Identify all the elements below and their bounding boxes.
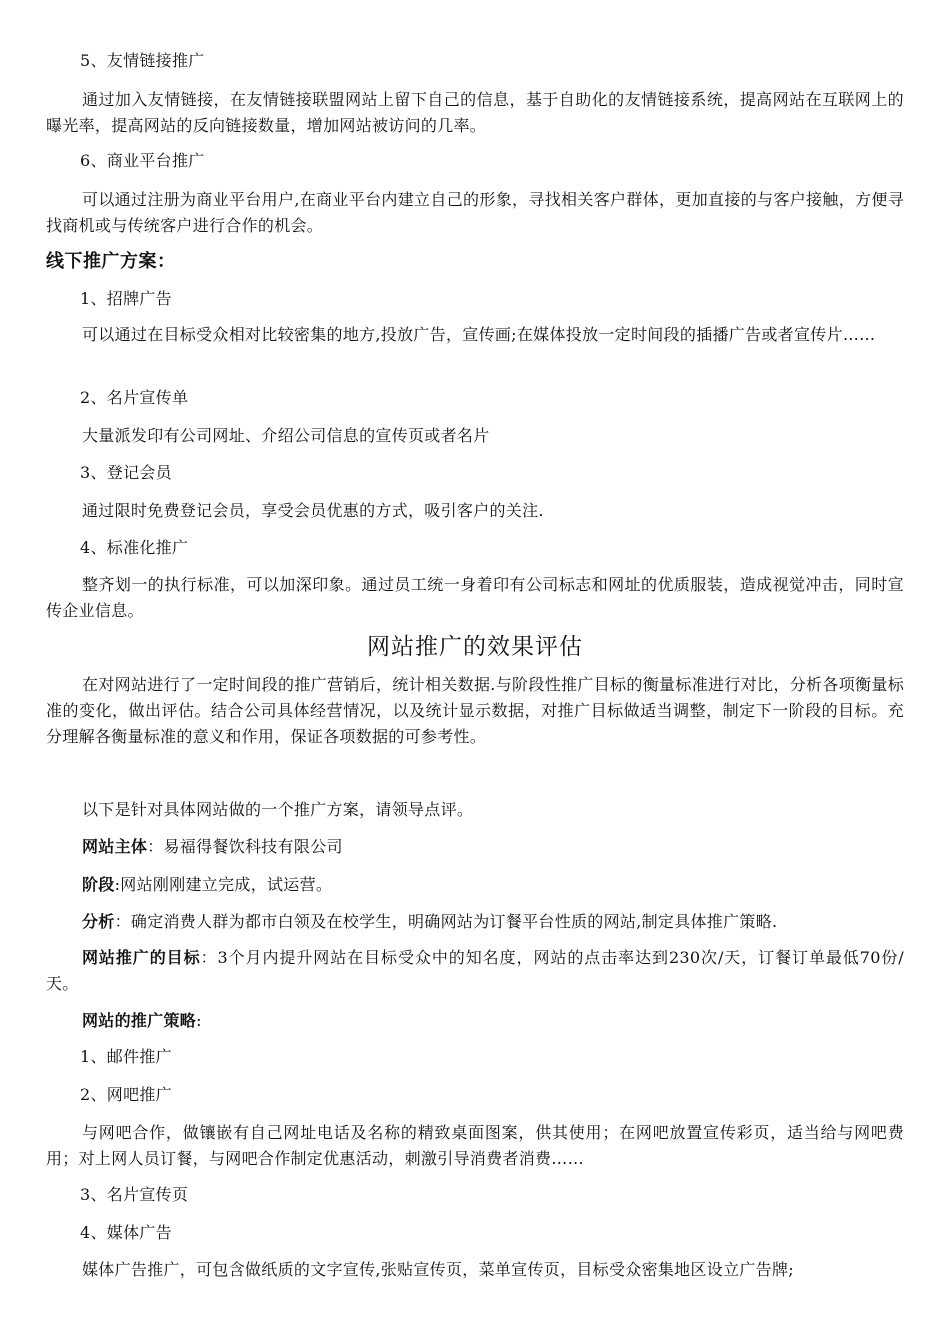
- strategy-1-title: 1、邮件推广: [80, 1047, 172, 1066]
- plan-stage-label: 阶段: [82, 875, 115, 894]
- plan-intro: 以下是针对具体网站做的一个推广方案，请领导点评。: [82, 800, 474, 819]
- plan-subject-label: 网站主体: [82, 837, 148, 856]
- plan-stage-value: :网站刚刚建立完成，试运营。: [114, 875, 333, 894]
- plan-strategy-heading: [82, 1010, 202, 1032]
- offline-2-body: 大量派发印有公司网址、介绍公司信息的宣传页或者名片: [82, 426, 490, 445]
- item-6-title: 6、商业平台推广: [80, 151, 205, 170]
- plan-analysis-label: 分析: [82, 912, 115, 931]
- item-6-body: 可以通过注册为商业平台用户,在商业平台内建立自己的形象，寻找相关客户群体，更加直接的与客户接触，方便寻找商机或与传统客户进行合作的机会。: [46, 190, 904, 235]
- evaluation-title: 网站推广的效果评估: [367, 634, 583, 660]
- plan-strategy-colon: :: [196, 1011, 202, 1030]
- plan-goal-value: ：3个月内提升网站在目标受众中的知名度，网站的点击率达到230次/天，订餐订单最低70份/天。: [46, 948, 904, 993]
- strategy-2-body: 与网吧合作，做镶嵌有自己网址电话及名称的精致桌面图案，供其使用；在网吧放置宣传彩页，适当给与网吧费用；对上网人员订餐，与网吧合作制定优惠活动，刺激引导消费者消费……: [46, 1123, 904, 1168]
- offline-2-title: 2、名片宣传单: [80, 388, 189, 407]
- offline-3-body: 通过限时免费登记会员，享受会员优惠的方式，吸引客户的关注.: [82, 501, 544, 520]
- item-5-body: 通过加入友情链接，在友情链接联盟网站上留下自己的信息，基于自助化的友情链接系统，提高网站在互联网上的曝光率，提高网站的反向链接数量，增加网站被访问的几率。: [46, 90, 904, 135]
- offline-1-body: 可以通过在目标受众相对比较密集的地方,投放广告，宣传画;在媒体投放一定时间段的插播广告或者宣传片……: [82, 325, 876, 344]
- plan-stage: [82, 874, 332, 896]
- evaluation-body: 在对网站进行了一定时间段的推广营销后，统计相关数据.与阶段性推广目标的衡量标准进行对比，分析各项衡量标准的变化，做出评估。结合公司具体经营情况，以及统计显示数据，对推广目标做适当调整，制定下一阶段的目标。充分理解各衡量标准的意义和作用，保证各项数据的可参考性。: [46, 675, 904, 746]
- offline-1-title: 1、招牌广告: [80, 289, 172, 308]
- strategy-3-title: 3、名片宣传页: [80, 1185, 189, 1204]
- item-5-title: 5、友情链接推广: [80, 51, 205, 70]
- strategy-2-title: 2、网吧推广: [80, 1085, 172, 1104]
- plan-analysis-value: ：确定消费人群为都市白领及在校学生，明确网站为订餐平台性质的网站,制定具体推广策略.: [114, 912, 778, 931]
- offline-heading: 线下推广方案：: [46, 251, 176, 272]
- offline-4-title: 4、标准化推广: [80, 538, 189, 557]
- plan-strategy-label: 网站的推广策略: [82, 1011, 197, 1030]
- strategy-4-title: 4、媒体广告: [80, 1223, 172, 1242]
- plan-goal-label: 网站推广的目标: [82, 948, 201, 967]
- strategy-4-body: 媒体广告推广，可包含做纸质的文字宣传,张贴宣传页，菜单宣传页，目标受众密集地区设立广告牌;: [82, 1260, 794, 1279]
- offline-3-title: 3、登记会员: [80, 463, 172, 482]
- offline-4-body: 整齐划一的执行标准，可以加深印象。通过员工统一身着印有公司标志和网址的优质服装，造成视觉冲击，同时宣传企业信息。: [46, 575, 904, 620]
- plan-goal: [46, 945, 904, 997]
- plan-subject: [82, 836, 343, 858]
- plan-subject-value: ：易福得餐饮科技有限公司: [147, 837, 343, 856]
- plan-analysis: [82, 911, 777, 933]
